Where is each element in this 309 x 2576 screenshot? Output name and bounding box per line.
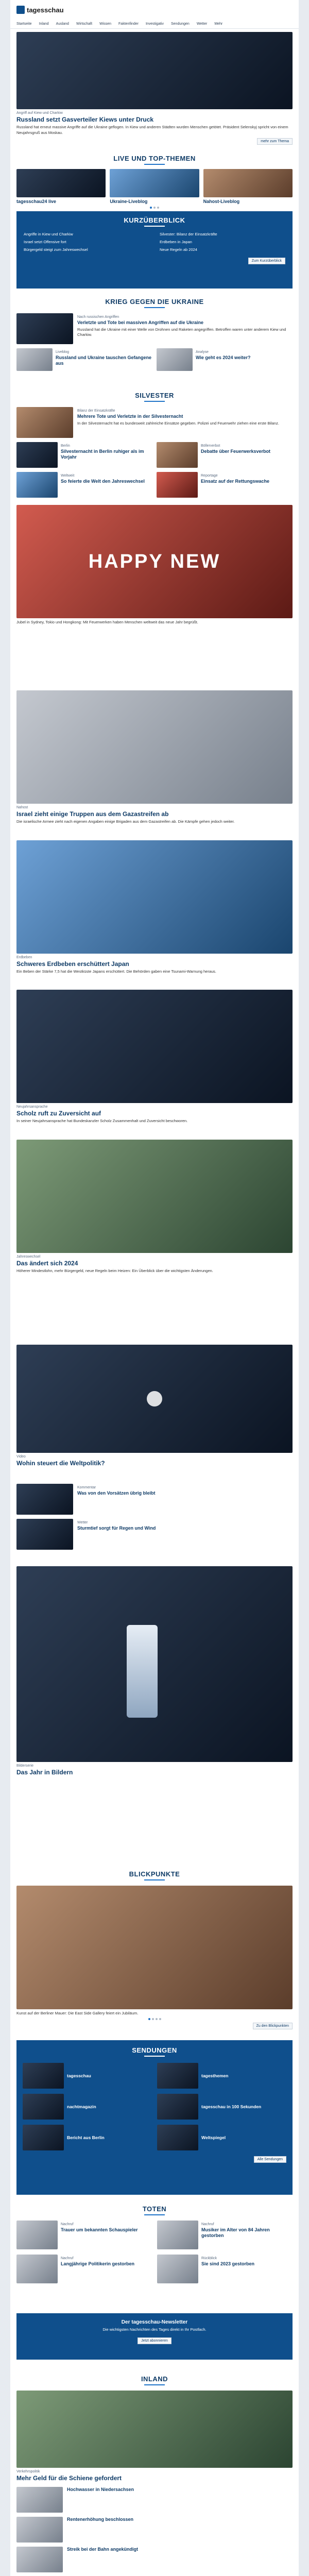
blickpunkte-title: BLICKPUNKTE bbox=[129, 1870, 180, 1878]
carousel-dots[interactable] bbox=[16, 2018, 293, 2020]
live-row bbox=[16, 169, 293, 205]
story-headline[interactable]: Scholz ruft zu Zuversicht auf bbox=[16, 1110, 101, 1117]
sendung-image bbox=[157, 2063, 198, 2089]
silvester-item-image bbox=[16, 472, 58, 498]
toten-kicker: Rückblick bbox=[201, 2257, 217, 2260]
title-bar bbox=[144, 164, 165, 165]
inland-item[interactable] bbox=[16, 2517, 293, 2543]
toten-image bbox=[16, 2255, 58, 2283]
silvester-item-image bbox=[157, 472, 198, 498]
title-bar bbox=[144, 1879, 165, 1880]
story-teaser: Höherer Mindestlohn, mehr Bürgergeld, neue Regeln beim Heizen: Ein Überblick über die wichtigsten Änderungen. bbox=[16, 1268, 213, 1273]
ukraine-item[interactable] bbox=[157, 348, 293, 371]
story-kicker: Neujahrsansprache bbox=[16, 1105, 48, 1109]
silvester-item-headline[interactable]: Debatte über Feuerwerksverbot bbox=[201, 449, 271, 454]
figure-shape bbox=[127, 1625, 158, 1718]
sendung-image bbox=[23, 2125, 64, 2150]
sendung-label: Weltspiegel bbox=[201, 2135, 226, 2140]
inland-section bbox=[16, 2375, 293, 2576]
sendung-label: tagesschau bbox=[67, 2073, 91, 2078]
lead-teaser: Russland hat erneut massive Angriffe auf die Ukraine geflogen. In Kiew und anderen Städten wurden Menschen getötet. Präsident Selenskyj spricht von einem Neujahrsgruß aus Moskau. bbox=[16, 125, 288, 135]
live-card-label: Ukraine-Liveblog bbox=[110, 199, 148, 204]
analysis-image bbox=[16, 1519, 73, 1550]
ukraine-item-headline[interactable]: Wie geht es 2024 weiter? bbox=[196, 355, 251, 360]
toten-section bbox=[16, 2205, 293, 2283]
nav-item[interactable]: Mehr bbox=[214, 22, 223, 26]
sendung-item[interactable] bbox=[157, 2063, 286, 2089]
sendung-item[interactable] bbox=[23, 2125, 152, 2150]
blickpunkte-more-button[interactable]: Zu den Blickpunkten bbox=[253, 2023, 293, 2029]
story-headline[interactable]: Israel zieht einige Truppen aus dem Gazastreifen ab bbox=[16, 810, 169, 818]
live-card-image bbox=[203, 169, 293, 197]
toten-image bbox=[157, 2255, 198, 2283]
visual-kicker: Bilderserie bbox=[16, 1764, 34, 1768]
ukraine-lead-image bbox=[16, 313, 73, 344]
newsletter-text: Die wichtigsten Nachrichten des Tages direkt in Ihr Postfach. bbox=[102, 2327, 207, 2332]
story-image bbox=[16, 840, 293, 954]
analysis-image bbox=[16, 1484, 73, 1515]
story[interactable] bbox=[16, 990, 293, 1124]
kurz-item[interactable]: Silvester: Bilanz der Einsatzkräfte bbox=[160, 232, 217, 236]
silvester-item-kicker: Berlin bbox=[61, 444, 70, 448]
toten-kicker: Nachruf bbox=[61, 2257, 74, 2260]
analysis-item[interactable] bbox=[16, 1484, 293, 1515]
silvester-kicker: Bilanz der Einsatzkräfte bbox=[77, 409, 115, 413]
sendung-image bbox=[157, 2125, 198, 2150]
silvester-teaser: In der Silvesternacht hat es bundesweit zahlreiche Einsätze gegeben. Polizei und Feuerwehr ziehen eine erste Bilanz. bbox=[77, 420, 279, 426]
nav-item[interactable]: Wissen bbox=[99, 22, 112, 26]
page bbox=[10, 0, 299, 2576]
live-card-label: Nahost-Liveblog bbox=[203, 199, 240, 204]
story-image bbox=[16, 690, 293, 804]
title-bar bbox=[144, 2214, 165, 2215]
story-kicker: Jahreswechsel bbox=[16, 1255, 41, 1259]
story-list bbox=[16, 690, 293, 1289]
live-section bbox=[16, 155, 293, 209]
newsletter-title: Der tagesschau-Newsletter bbox=[121, 2319, 188, 2325]
sendung-item[interactable] bbox=[157, 2125, 286, 2150]
silvester-item-kicker: Weltweit bbox=[61, 474, 75, 478]
logo[interactable] bbox=[16, 6, 64, 14]
visual-image bbox=[16, 1566, 293, 1762]
title-bar bbox=[144, 307, 165, 308]
toten-kicker: Nachruf bbox=[61, 2223, 74, 2226]
carousel-dots[interactable] bbox=[16, 207, 293, 209]
story-headline[interactable]: Das ändert sich 2024 bbox=[16, 1259, 78, 1267]
inland-image[interactable] bbox=[16, 2391, 293, 2468]
main-nav bbox=[10, 20, 299, 29]
analysis-item[interactable] bbox=[16, 1519, 293, 1550]
silvester-item-kicker: Reportage bbox=[201, 474, 218, 478]
lead-image bbox=[16, 32, 293, 109]
video-image bbox=[16, 1345, 293, 1453]
story-image bbox=[16, 990, 293, 1103]
story-kicker: Nahost bbox=[16, 806, 28, 809]
kurz-item[interactable]: Neue Regeln ab 2024 bbox=[160, 247, 197, 252]
story-teaser: Ein Beben der Stärke 7,5 hat die Westküste Japans erschüttert. Die Behörden gaben eine Tsunami-Warnung heraus. bbox=[16, 969, 217, 974]
ukraine-lead[interactable] bbox=[16, 313, 293, 344]
story-kicker: Erdbeben bbox=[16, 955, 32, 959]
title-bar bbox=[144, 401, 165, 402]
ukraine-items bbox=[16, 348, 293, 371]
live-title: LIVE UND TOP-THEMEN bbox=[113, 155, 196, 162]
silvester-item-headline[interactable]: So feierte die Welt den Jahreswechsel bbox=[61, 479, 145, 484]
inland-item-image bbox=[16, 2487, 63, 2513]
silvester-item-headline[interactable]: Silvesternacht in Berlin ruhiger als im Vorjahr bbox=[61, 449, 144, 460]
ukraine-title: KRIEG GEGEN DIE UKRAINE bbox=[105, 298, 204, 306]
toten-image bbox=[157, 2221, 198, 2249]
play-icon[interactable] bbox=[147, 1391, 162, 1406]
kurz-item[interactable]: Bürgergeld steigt zum Jahreswechsel bbox=[24, 247, 88, 252]
ukraine-item-kicker: Analyse bbox=[196, 350, 209, 354]
story[interactable] bbox=[16, 840, 293, 975]
sendung-image bbox=[23, 2063, 64, 2089]
sendung-item[interactable] bbox=[157, 2094, 286, 2120]
kurz-item[interactable]: Israel setzt Offensive fort bbox=[24, 240, 66, 244]
toten-item[interactable] bbox=[157, 2221, 293, 2249]
title-bar bbox=[144, 2384, 165, 2385]
analysis-headline[interactable]: Was von den Vorsätzen übrig bleibt bbox=[77, 1490, 156, 1496]
silvester-item[interactable] bbox=[157, 442, 293, 468]
silvester-headline[interactable]: Mehrere Tote und Verletzte in der Silvesternacht bbox=[77, 414, 183, 419]
silvester-lead-image bbox=[16, 407, 73, 438]
toten-kicker: Nachruf bbox=[201, 2223, 214, 2226]
header bbox=[10, 0, 299, 20]
kurz-item[interactable]: Angriffe in Kiew und Charkiw bbox=[24, 232, 73, 236]
rubric-sections bbox=[16, 2375, 293, 2576]
toten-item[interactable] bbox=[16, 2221, 152, 2249]
nav-item[interactable]: Startseite bbox=[16, 22, 32, 26]
sendung-item[interactable] bbox=[23, 2094, 152, 2120]
silvester-grid bbox=[16, 442, 293, 498]
toten-item[interactable] bbox=[16, 2255, 152, 2283]
brand-name: tagesschau bbox=[27, 6, 64, 14]
lead-story[interactable] bbox=[16, 32, 293, 145]
kurz-item[interactable]: Erdbeben in Japan bbox=[160, 240, 192, 244]
ukraine-section bbox=[16, 298, 293, 371]
silvester-item-image bbox=[16, 442, 58, 468]
ukraine-headline[interactable]: Verletzte und Tote bei massiven Angriffen auf die Ukraine bbox=[77, 320, 204, 325]
video-teaser[interactable] bbox=[16, 1345, 293, 1467]
silvester-item-headline[interactable]: Einsatz auf der Rettungswache bbox=[201, 479, 270, 484]
toten-title: TOTEN bbox=[142, 2205, 167, 2213]
kurz-title: KURZÜBERBLICK bbox=[124, 216, 185, 224]
inland-item[interactable] bbox=[16, 2547, 293, 2572]
ukraine-item-headline[interactable]: Russland und Ukraine tauschen Gefangene aus bbox=[56, 355, 152, 366]
story-image bbox=[16, 1140, 293, 1253]
nav-item[interactable]: Wirtschaft bbox=[76, 22, 93, 26]
inland-item[interactable] bbox=[16, 2487, 293, 2513]
toten-headline[interactable]: Sie sind 2023 gestorben bbox=[201, 2261, 255, 2266]
silvester-item-kicker: Böllerverbot bbox=[201, 444, 220, 448]
story-headline[interactable]: Schweres Erdbeben erschüttert Japan bbox=[16, 960, 129, 968]
analysis-kicker: Wetter bbox=[77, 1521, 88, 1524]
silvester-title: SILVESTER bbox=[135, 392, 174, 399]
live-card[interactable] bbox=[110, 169, 199, 205]
newsletter-button[interactable]: Jetzt abonnieren bbox=[138, 2337, 171, 2344]
ukraine-item-image bbox=[157, 348, 193, 371]
toten-headline[interactable]: Musiker im Alter von 84 Jahren gestorben bbox=[201, 2227, 270, 2238]
toten-item[interactable] bbox=[157, 2255, 293, 2283]
sendungen-more-button[interactable]: Alle Sendungen bbox=[254, 2156, 286, 2163]
story[interactable] bbox=[16, 1140, 293, 1274]
nav-item[interactable]: Inland bbox=[39, 22, 49, 26]
lead-kicker: Angriff auf Kiew und Charkiw bbox=[16, 111, 63, 115]
blickpunkte-caption: Kunst auf der Berliner Mauer: Die East Side Gallery feiert ein Jubiläum. bbox=[16, 2011, 139, 2015]
inland-kicker: Verkehrspolitik bbox=[16, 2470, 40, 2473]
inland-item-image bbox=[16, 2547, 63, 2572]
lead-more-button[interactable]: mehr zum Thema bbox=[257, 138, 293, 145]
live-card[interactable] bbox=[203, 169, 293, 205]
ukraine-item-kicker: Liveblog bbox=[56, 350, 70, 354]
silvester-item[interactable] bbox=[16, 442, 152, 468]
visual-headline[interactable]: Das Jahr in Bildern bbox=[16, 1769, 73, 1776]
ukraine-kicker: Nach russischen Angriffen bbox=[77, 315, 119, 319]
nav-item[interactable]: Ausland bbox=[56, 22, 69, 26]
lead-headline[interactable]: Russland setzt Gasverteiler Kiews unter Druck bbox=[16, 116, 154, 123]
logo-icon bbox=[16, 6, 25, 14]
blickpunkte-section bbox=[16, 1870, 293, 2029]
toten-image bbox=[16, 2221, 58, 2249]
title-bar bbox=[144, 226, 165, 227]
inland-item-image bbox=[16, 2517, 63, 2543]
inland-list bbox=[16, 2487, 293, 2572]
toten-headline[interactable]: Trauer um bekannten Schauspieler bbox=[61, 2227, 138, 2232]
kurz-more-button[interactable]: Zum Kurzüberblick bbox=[248, 258, 285, 264]
sendung-image bbox=[157, 2094, 198, 2120]
inland-item-headline[interactable]: Streik bei der Bahn angekündigt bbox=[67, 2547, 139, 2552]
sendungen-title: SENDUNGEN bbox=[132, 2046, 177, 2054]
visual-story[interactable] bbox=[16, 1566, 293, 1776]
story[interactable] bbox=[16, 690, 293, 825]
sendung-image bbox=[23, 2094, 64, 2120]
toten-grid bbox=[16, 2221, 293, 2283]
nav-item[interactable]: Sendungen bbox=[170, 22, 190, 26]
video-headline[interactable]: Wohin steuert die Weltpolitik? bbox=[16, 1460, 105, 1467]
sendungen-section bbox=[16, 2040, 293, 2195]
silvester-photo-caption: Jubel in Sydney, Tokio und Hongkong: Mit Feuerwerken haben Menschen weltweit das neue Jahr begrüßt. bbox=[16, 620, 198, 624]
sendung-label: Bericht aus Berlin bbox=[67, 2135, 105, 2140]
inland-item-headline[interactable]: Hochwasser in Niedersachsen bbox=[67, 2487, 134, 2493]
silvester-item[interactable] bbox=[157, 472, 293, 498]
sendung-label: tagesschau in 100 Sekunden bbox=[201, 2104, 262, 2109]
analysis-list bbox=[16, 1484, 293, 1554]
inland-title: INLAND bbox=[141, 2375, 168, 2383]
kurz-list bbox=[24, 232, 285, 252]
analysis-headline[interactable]: Sturmtief sorgt für Regen und Wind bbox=[77, 1526, 156, 1531]
inland-item-headline[interactable]: Rentenerhöhung beschlossen bbox=[67, 2517, 134, 2522]
video-kicker: Video bbox=[16, 1455, 26, 1459]
photo-sign-text: HAPPY NEW bbox=[88, 550, 221, 572]
story-teaser: In seiner Neujahrsansprache hat Bundeskanzler Scholz Zusammenhalt und Zuversicht beschworen. bbox=[16, 1118, 188, 1124]
silvester-item-image bbox=[157, 442, 198, 468]
silvester-item[interactable] bbox=[16, 472, 152, 498]
ukraine-item[interactable] bbox=[16, 348, 152, 371]
sendung-label: tagesthemen bbox=[201, 2073, 229, 2078]
newsletter bbox=[16, 2313, 293, 2360]
silvester-lead[interactable] bbox=[16, 407, 293, 438]
sendung-item[interactable] bbox=[23, 2063, 152, 2089]
sendungen-grid bbox=[23, 2063, 286, 2150]
live-card-label: tagesschau24 live bbox=[16, 199, 57, 204]
nav-item[interactable]: Wetter bbox=[196, 22, 208, 26]
nav-item[interactable]: Investigativ bbox=[145, 22, 164, 26]
story-teaser: Die israelische Armee zieht nach eigenen Angaben einige Brigaden aus dem Gazastreifen ab. Die Kämpfe gehen jedoch weiter. bbox=[16, 819, 235, 824]
inland-headline[interactable]: Mehr Geld für die Schiene gefordert bbox=[16, 2475, 122, 2482]
blickpunkte-image[interactable] bbox=[16, 1886, 293, 2009]
analysis-kicker: Kommentar bbox=[77, 1486, 96, 1489]
live-card[interactable] bbox=[16, 169, 106, 205]
sendung-label: nachtmagazin bbox=[67, 2104, 96, 2109]
toten-headline[interactable]: Langjährige Politikerin gestorben bbox=[61, 2261, 135, 2266]
nav-item[interactable]: Faktenfinder bbox=[118, 22, 139, 26]
live-card-image bbox=[16, 169, 106, 197]
silvester-section bbox=[16, 392, 293, 625]
silvester-photo[interactable] bbox=[16, 505, 293, 618]
title-bar bbox=[144, 2056, 165, 2057]
live-card-image bbox=[110, 169, 199, 197]
ukraine-item-image bbox=[16, 348, 53, 371]
ukraine-teaser: Russland hat die Ukraine mit einer Welle von Drohnen und Raketen angegriffen. Betroffen waren unter anderem Kiew und Charkiw. bbox=[77, 327, 286, 337]
kurz-section bbox=[16, 211, 293, 289]
